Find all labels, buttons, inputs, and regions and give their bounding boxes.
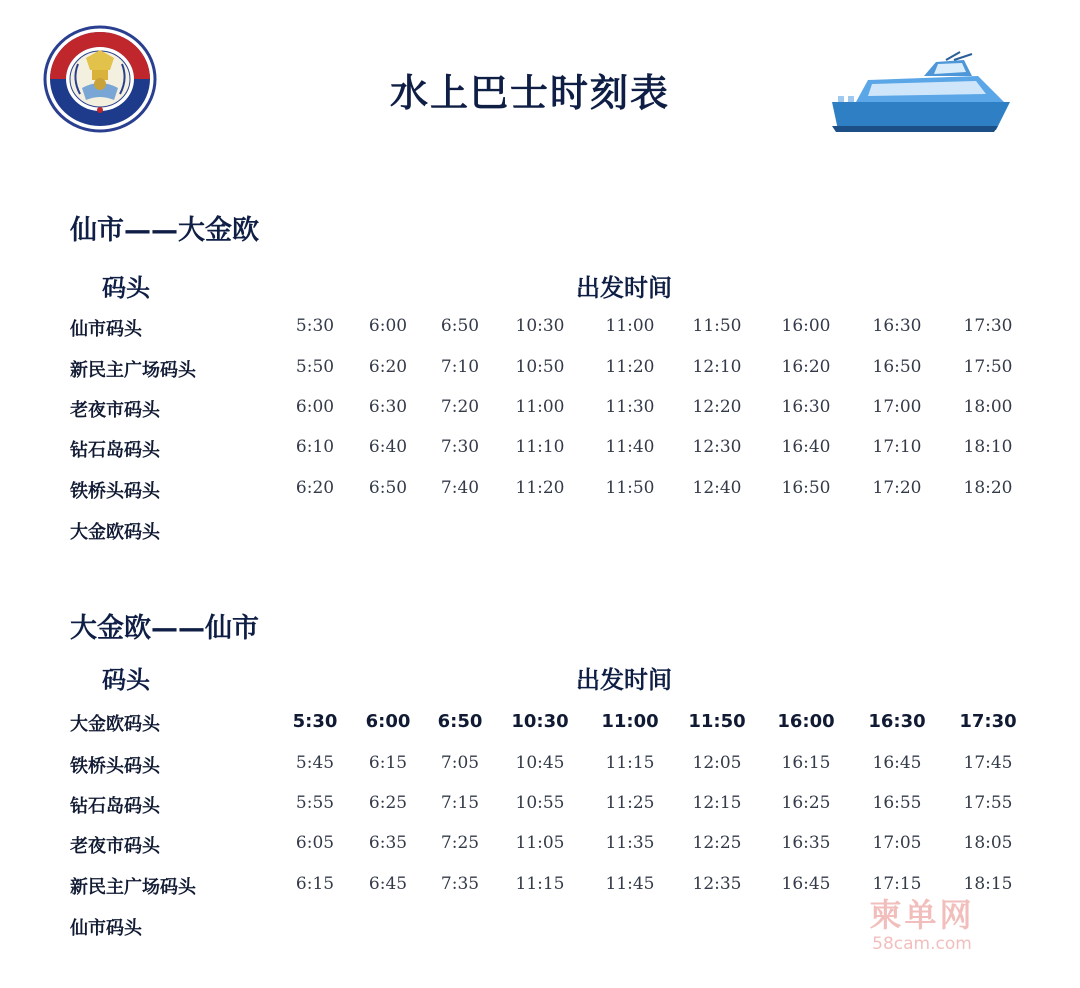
departure-time-cell: 11:50	[692, 316, 742, 336]
departure-time-cell: 11:15	[515, 874, 565, 894]
departure-time-cell: 16:20	[781, 357, 831, 377]
departure-time-cell: 17:45	[963, 753, 1013, 773]
departure-time-cell: 6:20	[368, 357, 408, 377]
departure-time-cell: 17:20	[872, 478, 922, 498]
departure-time-cell: 10:55	[515, 793, 565, 813]
departure-time-cell: 6:10	[295, 437, 335, 457]
departure-time-cell: 16:45	[872, 753, 922, 773]
departure-time-cell: 17:50	[963, 357, 1013, 377]
departure-time-cell: 17:15	[872, 874, 922, 894]
stop-name: 老夜市码头	[70, 400, 160, 421]
departure-time-cell: 16:25	[781, 793, 831, 813]
departure-time-cell: 7:20	[440, 397, 480, 417]
departure-time-cell: 10:30	[511, 711, 569, 732]
departure-time-cell: 16:50	[872, 357, 922, 377]
departure-time-cell: 11:45	[605, 874, 655, 894]
departure-time-cell: 17:55	[963, 793, 1013, 813]
departure-time-cell: 5:30	[292, 711, 338, 732]
watermark-url: 58cam.com	[872, 934, 972, 954]
departure-time-cell: 6:35	[368, 833, 408, 853]
departure-time-cell: 11:00	[605, 316, 655, 336]
departure-time-cell: 12:05	[692, 753, 742, 773]
departure-time-cell: 12:30	[692, 437, 742, 457]
departure-time-cell: 6:05	[295, 833, 335, 853]
departure-time-cell: 18:15	[963, 874, 1013, 894]
departure-time-cell: 16:40	[781, 437, 831, 457]
stop-name: 大金欧码头	[70, 714, 160, 735]
stop-name: 新民主广场码头	[70, 360, 196, 381]
departure-time-cell: 6:20	[295, 478, 335, 498]
departure-time-cell: 16:35	[781, 833, 831, 853]
departure-time-cell: 16:45	[781, 874, 831, 894]
departure-time-cell: 17:30	[963, 316, 1013, 336]
stop-name: 仙市码头	[70, 918, 142, 939]
departure-time-cell: 11:05	[515, 833, 565, 853]
stop-name: 钻石岛码头	[70, 796, 160, 817]
departure-time-cell: 7:25	[440, 833, 480, 853]
departure-time-cell: 12:10	[692, 357, 742, 377]
water-bus-icon	[828, 50, 1018, 140]
departure-time-cell: 6:50	[437, 711, 483, 732]
departure-time-cell: 17:05	[872, 833, 922, 853]
departure-time-cell: 11:40	[605, 437, 655, 457]
departure-time-cell: 6:15	[368, 753, 408, 773]
departure-time-cell: 11:00	[515, 397, 565, 417]
stop-name: 铁桥头码头	[70, 756, 160, 777]
watermark-brand: 柬单网	[869, 896, 975, 934]
departure-time-cell: 6:30	[368, 397, 408, 417]
departure-time-cell: 6:45	[368, 874, 408, 894]
departure-time-cell: 17:10	[872, 437, 922, 457]
departure-time-cell: 6:40	[368, 437, 408, 457]
departure-time-cell: 11:20	[605, 357, 655, 377]
departure-time-cell: 6:00	[365, 711, 411, 732]
departure-time-cell: 10:45	[515, 753, 565, 773]
departure-time-cell: 6:15	[295, 874, 335, 894]
stop-name: 仙市码头	[70, 319, 142, 340]
departure-time-cell: 18:00	[963, 397, 1013, 417]
departure-time-cell: 6:50	[440, 316, 480, 336]
stop-name: 钻石岛码头	[70, 440, 160, 461]
departure-time-cell: 6:50	[368, 478, 408, 498]
departure-time-cell: 11:50	[688, 711, 746, 732]
departure-time-cell: 7:40	[440, 478, 480, 498]
departure-time-cell: 7:05	[440, 753, 480, 773]
departure-time-cell: 7:10	[440, 357, 480, 377]
departure-time-cell: 7:15	[440, 793, 480, 813]
departure-time-cell: 5:30	[295, 316, 335, 336]
departure-time-cell: 10:50	[515, 357, 565, 377]
departure-time-cell: 6:00	[295, 397, 335, 417]
departure-time-cell: 17:30	[959, 711, 1017, 732]
departure-time-cell: 16:15	[781, 753, 831, 773]
departure-time-cell: 5:45	[295, 753, 335, 773]
stop-name: 新民主广场码头	[70, 877, 196, 898]
section-title: 大金欧——仙市	[70, 613, 259, 644]
departure-time-cell: 18:05	[963, 833, 1013, 853]
departure-time-header: 出发时间	[576, 666, 672, 694]
departure-time-header: 出发时间	[576, 274, 672, 302]
departure-time-cell: 12:40	[692, 478, 742, 498]
departure-time-cell: 11:20	[515, 478, 565, 498]
departure-time-cell: 16:00	[781, 316, 831, 336]
stop-column-header: 码头	[102, 274, 150, 302]
stop-name: 铁桥头码头	[70, 481, 160, 502]
departure-time-cell: 16:30	[868, 711, 926, 732]
stop-name: 大金欧码头	[70, 522, 160, 543]
departure-time-cell: 6:25	[368, 793, 408, 813]
departure-time-cell: 11:00	[601, 711, 659, 732]
departure-time-cell: 16:55	[872, 793, 922, 813]
departure-time-cell: 16:30	[872, 316, 922, 336]
departure-time-cell: 18:20	[963, 478, 1013, 498]
watermark	[852, 896, 992, 954]
departure-time-cell: 18:10	[963, 437, 1013, 457]
departure-time-cell: 11:10	[515, 437, 565, 457]
departure-time-cell: 11:50	[605, 478, 655, 498]
departure-time-cell: 12:15	[692, 793, 742, 813]
departure-time-cell: 5:50	[295, 357, 335, 377]
departure-time-cell: 12:25	[692, 833, 742, 853]
section-title: 仙市——大金欧	[70, 215, 259, 246]
departure-time-cell: 16:30	[781, 397, 831, 417]
departure-time-cell: 11:35	[605, 833, 655, 853]
departure-time-cell: 11:30	[605, 397, 655, 417]
departure-time-cell: 11:25	[605, 793, 655, 813]
departure-time-cell: 12:35	[692, 874, 742, 894]
page-title: 水上巴士时刻表	[389, 71, 670, 115]
departure-time-cell: 16:50	[781, 478, 831, 498]
departure-time-cell: 10:30	[515, 316, 565, 336]
departure-time-cell: 6:00	[368, 316, 408, 336]
departure-time-cell: 12:20	[692, 397, 742, 417]
departure-time-cell: 11:15	[605, 753, 655, 773]
departure-time-cell: 5:55	[295, 793, 335, 813]
departure-time-cell: 17:00	[872, 397, 922, 417]
departure-time-cell: 16:00	[777, 711, 835, 732]
stop-name: 老夜市码头	[70, 836, 160, 857]
departure-time-cell: 7:30	[440, 437, 480, 457]
stop-column-header: 码头	[102, 666, 150, 694]
departure-time-cell: 7:35	[440, 874, 480, 894]
